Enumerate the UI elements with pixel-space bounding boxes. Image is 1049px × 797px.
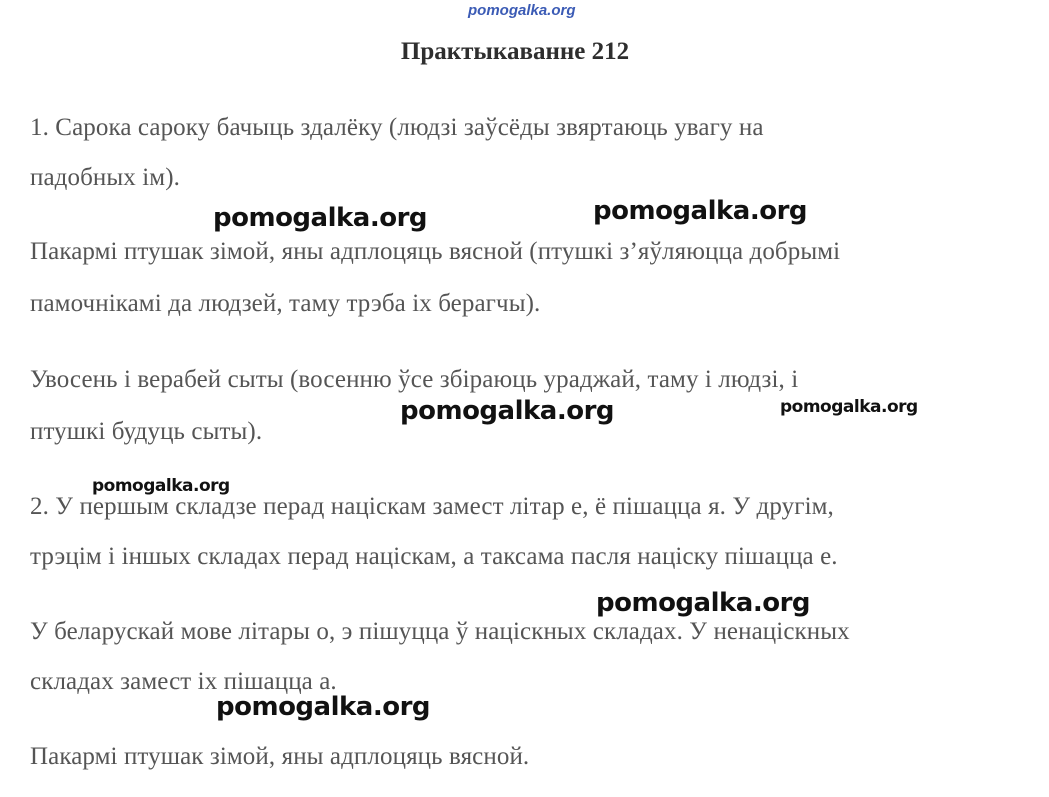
text-line-8: трэцім і іншых складах перад націскам, а таксама пасля націску пішацца е. [30, 543, 838, 570]
text-line-11: Пакармі птушак зімой, яны адплоцяць вясной. [30, 743, 530, 770]
watermark: pomogalka.org [780, 397, 918, 417]
watermark: pomogalka.org [593, 196, 808, 226]
watermark: pomogalka.org [216, 692, 431, 722]
watermark: pomogalka.org [596, 588, 811, 618]
text-line-3: Пакармі птушак зімой, яны адплоцяць вясной (птушкі з’яўляюцца добрымі [30, 238, 841, 265]
text-line-9: У беларускай мове літары о, э пішуцца ў націскных складах. У ненацiскных [30, 618, 850, 645]
watermark: pomogalka.org [400, 396, 615, 426]
text-line-5: Увосень і верабей сыты (восенню ўсе збіраюць ураджай, таму і людзі, і [30, 366, 799, 393]
text-line-10: складах замест іх пішацца а. [30, 668, 337, 695]
text-line-1: 1. Сарока сароку бачыць здалёку (людзі заўсёды звяртаюць увагу на [30, 114, 764, 141]
watermark: pomogalka.org [213, 203, 428, 233]
page-title: Практыкаванне 212 [400, 38, 630, 65]
top-watermark: pomogalka.org [468, 2, 576, 19]
watermark: pomogalka.org [92, 476, 230, 496]
text-line-2: падобных ім). [30, 164, 180, 191]
text-line-7: 2. У першым складзе перад націскам замест літар е, ё пішацца я. У другім, [30, 493, 834, 520]
text-line-4: памочнікамі да людзей, таму трэба іх берагчы). [30, 290, 541, 317]
text-line-6: птушкі будуць сыты). [30, 418, 263, 445]
